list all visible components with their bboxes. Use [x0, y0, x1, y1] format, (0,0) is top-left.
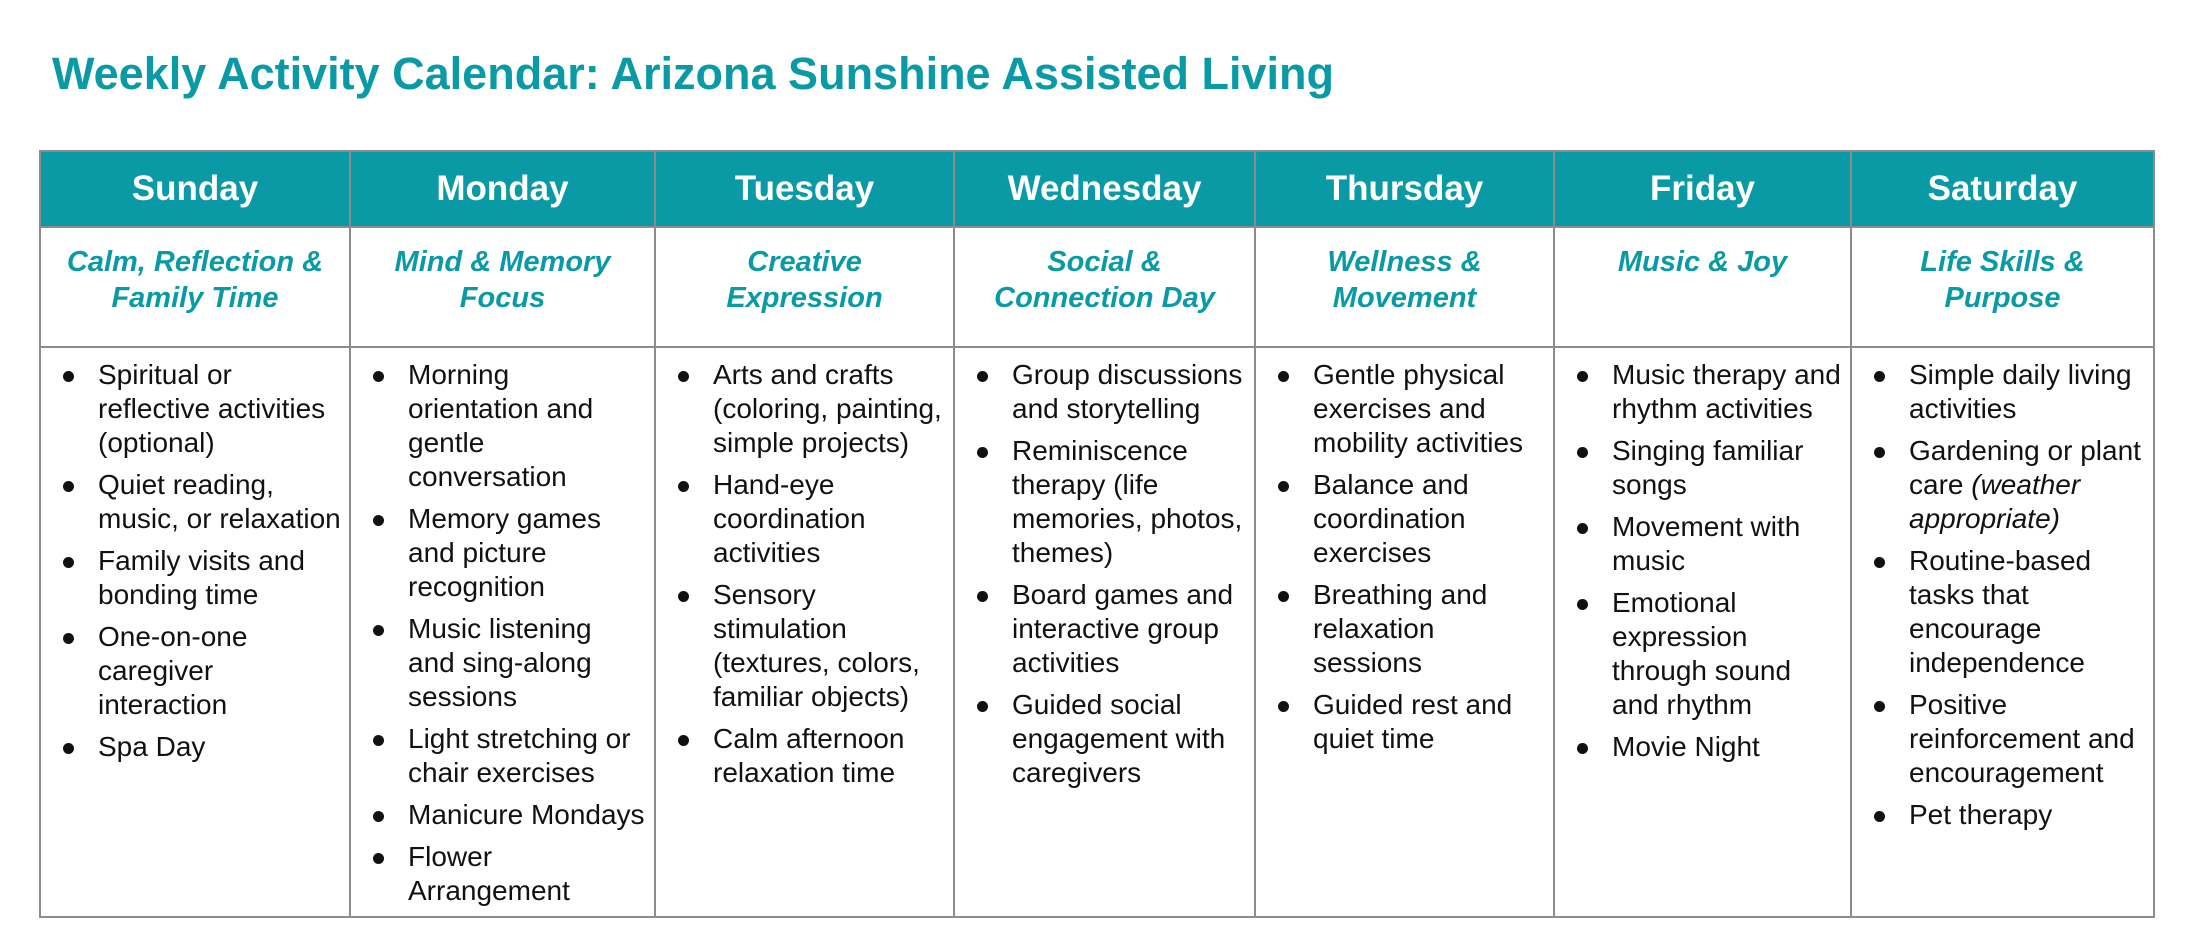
- theme-row: [40, 227, 2154, 347]
- day-header-tuesday: Tuesday: [655, 151, 954, 227]
- activities-cell-thursday: [1255, 347, 1554, 917]
- bullet-icon: [1874, 557, 1885, 568]
- activity-text: Morning orientation and gentle conversation: [408, 359, 594, 492]
- activity-text: Gardening or plant care: [1909, 435, 2141, 500]
- list-item: [59, 544, 341, 612]
- activity-list-tuesday: [674, 358, 945, 790]
- list-item: [59, 468, 341, 536]
- bullet-icon: [1577, 599, 1588, 610]
- activities-cell-monday: [350, 347, 655, 917]
- day-header-monday: Monday: [350, 151, 655, 227]
- activity-text: Family visits and bonding time: [98, 545, 305, 610]
- bullet-icon: [373, 515, 384, 526]
- list-item: [1573, 510, 1842, 578]
- bullet-icon: [1874, 811, 1885, 822]
- list-item: [674, 358, 945, 460]
- bullet-icon: [1874, 447, 1885, 458]
- activity-text: Manicure Mondays: [408, 799, 645, 830]
- list-item: [369, 798, 646, 832]
- activity-text: Balance and coordination exercises: [1313, 469, 1469, 568]
- list-item: [1274, 578, 1545, 680]
- bullet-icon: [678, 735, 689, 746]
- list-item: [1870, 434, 2145, 536]
- list-item: [674, 468, 945, 570]
- activity-text: One-on-one caregiver interaction: [98, 621, 248, 720]
- bullet-icon: [373, 625, 384, 636]
- bullet-icon: [678, 591, 689, 602]
- theme-tuesday: Creative Expression: [655, 227, 954, 347]
- list-item: [369, 358, 646, 494]
- activity-text: Spa Day: [98, 731, 206, 762]
- activities-cell-sunday: [40, 347, 350, 917]
- theme-saturday: Life Skills & Purpose: [1851, 227, 2154, 347]
- activity-text: Board games and interactive group activities: [1012, 579, 1234, 678]
- page-title: Weekly Activity Calendar: Arizona Sunshine Assisted Living: [52, 48, 1334, 99]
- activity-text: Music therapy and rhythm activities: [1612, 359, 1841, 424]
- list-item: [59, 620, 341, 722]
- activity-text: Emotional expression through sound and rhythm: [1612, 587, 1792, 720]
- activity-text: Flower Arrangement: [408, 841, 570, 906]
- activity-text: Guided social engagement with caregivers: [1012, 689, 1226, 788]
- activity-calendar-table: [39, 150, 2155, 918]
- day-header-friday: Friday: [1554, 151, 1851, 227]
- activity-text: Arts and crafts (coloring, painting, simple projects): [713, 359, 942, 458]
- day-header-row: [40, 151, 2154, 227]
- activity-text: Spiritual or reflective activities (optional): [98, 359, 326, 458]
- activity-list-monday: [369, 358, 646, 908]
- activities-cell-tuesday: [655, 347, 954, 917]
- bullet-icon: [977, 371, 988, 382]
- activity-text: Calm afternoon relaxation time: [713, 723, 905, 788]
- bullet-icon: [977, 701, 988, 712]
- activity-text: Pet therapy: [1909, 799, 2053, 830]
- list-item: [1573, 730, 1842, 764]
- bullet-icon: [1577, 447, 1588, 458]
- activity-text: Memory games and picture recognition: [408, 503, 601, 602]
- list-item: [1274, 468, 1545, 570]
- list-item: [973, 358, 1246, 426]
- list-item: [1573, 434, 1842, 502]
- activity-list-saturday: [1870, 358, 2145, 832]
- list-item: [369, 612, 646, 714]
- list-item: [1274, 688, 1545, 756]
- list-item: [1870, 544, 2145, 680]
- activity-text: Routine-based tasks that encourage independence: [1909, 545, 2092, 678]
- activity-text: Quiet reading, music, or relaxation: [98, 469, 341, 534]
- activity-text: Hand-eye coordination activities: [713, 469, 866, 568]
- list-item: [973, 578, 1246, 680]
- bullet-icon: [1278, 371, 1289, 382]
- list-item: [1573, 586, 1842, 722]
- bullet-icon: [977, 447, 988, 458]
- activities-cell-saturday: [1851, 347, 2154, 917]
- theme-thursday: Wellness & Movement: [1255, 227, 1554, 347]
- activity-text: Positive reinforcement and encouragement: [1909, 689, 2135, 788]
- theme-wednesday: Social & Connection Day: [954, 227, 1255, 347]
- activity-list-sunday: [59, 358, 341, 764]
- bullet-icon: [373, 371, 384, 382]
- bullet-icon: [63, 371, 74, 382]
- activity-text: Sensory stimulation (textures, colors, familiar objects): [713, 579, 920, 712]
- activity-list-friday: [1573, 358, 1842, 764]
- activity-text: Breathing and relaxation sessions: [1313, 579, 1488, 678]
- list-item: [369, 722, 646, 790]
- activity-text: Guided rest and quiet time: [1313, 689, 1513, 754]
- list-item: [1870, 358, 2145, 426]
- bullet-icon: [1278, 591, 1289, 602]
- activities-row: [40, 347, 2154, 917]
- activity-list-wednesday: [973, 358, 1246, 790]
- bullet-icon: [678, 371, 689, 382]
- list-item: [674, 578, 945, 714]
- bullet-icon: [373, 853, 384, 864]
- activity-text: Group discussions and storytelling: [1012, 359, 1243, 424]
- bullet-icon: [63, 481, 74, 492]
- list-item: [1870, 798, 2145, 832]
- bullet-icon: [63, 743, 74, 754]
- day-header-thursday: Thursday: [1255, 151, 1554, 227]
- bullet-icon: [1577, 371, 1588, 382]
- bullet-icon: [373, 811, 384, 822]
- bullet-icon: [373, 735, 384, 746]
- bullet-icon: [1577, 523, 1588, 534]
- list-item: [1274, 358, 1545, 460]
- activity-text: Reminiscence therapy (life memories, photos, themes): [1012, 435, 1243, 568]
- theme-friday: Music & Joy: [1554, 227, 1851, 347]
- bullet-icon: [63, 557, 74, 568]
- bullet-icon: [1874, 371, 1885, 382]
- activity-text: Music listening and sing-along sessions: [408, 613, 592, 712]
- activity-text: Gentle physical exercises and mobility activities: [1313, 359, 1524, 458]
- bullet-icon: [1577, 743, 1588, 754]
- list-item: [59, 358, 341, 460]
- theme-monday: Mind & Memory Focus: [350, 227, 655, 347]
- list-item: [973, 434, 1246, 570]
- activity-text: Simple daily living activities: [1909, 359, 2132, 424]
- activity-text: Movement with music: [1612, 511, 1801, 576]
- list-item: [369, 840, 646, 908]
- activity-note: (weather appropriate): [1909, 469, 2081, 534]
- day-header-saturday: Saturday: [1851, 151, 2154, 227]
- activity-text: Movie Night: [1612, 731, 1760, 762]
- theme-sunday: Calm, Reflection & Family Time: [40, 227, 350, 347]
- list-item: [1870, 688, 2145, 790]
- day-header-wednesday: Wednesday: [954, 151, 1255, 227]
- activity-list-thursday: [1274, 358, 1545, 756]
- list-item: [1573, 358, 1842, 426]
- list-item: [674, 722, 945, 790]
- list-item: [973, 688, 1246, 790]
- bullet-icon: [1874, 701, 1885, 712]
- bullet-icon: [1278, 701, 1289, 712]
- activity-text: Singing familiar songs: [1612, 435, 1804, 500]
- activity-text: Light stretching or chair exercises: [408, 723, 631, 788]
- day-header-sunday: Sunday: [40, 151, 350, 227]
- bullet-icon: [63, 633, 74, 644]
- bullet-icon: [1278, 481, 1289, 492]
- bullet-icon: [977, 591, 988, 602]
- activities-cell-wednesday: [954, 347, 1255, 917]
- activities-cell-friday: [1554, 347, 1851, 917]
- list-item: [369, 502, 646, 604]
- list-item: [59, 730, 341, 764]
- bullet-icon: [678, 481, 689, 492]
